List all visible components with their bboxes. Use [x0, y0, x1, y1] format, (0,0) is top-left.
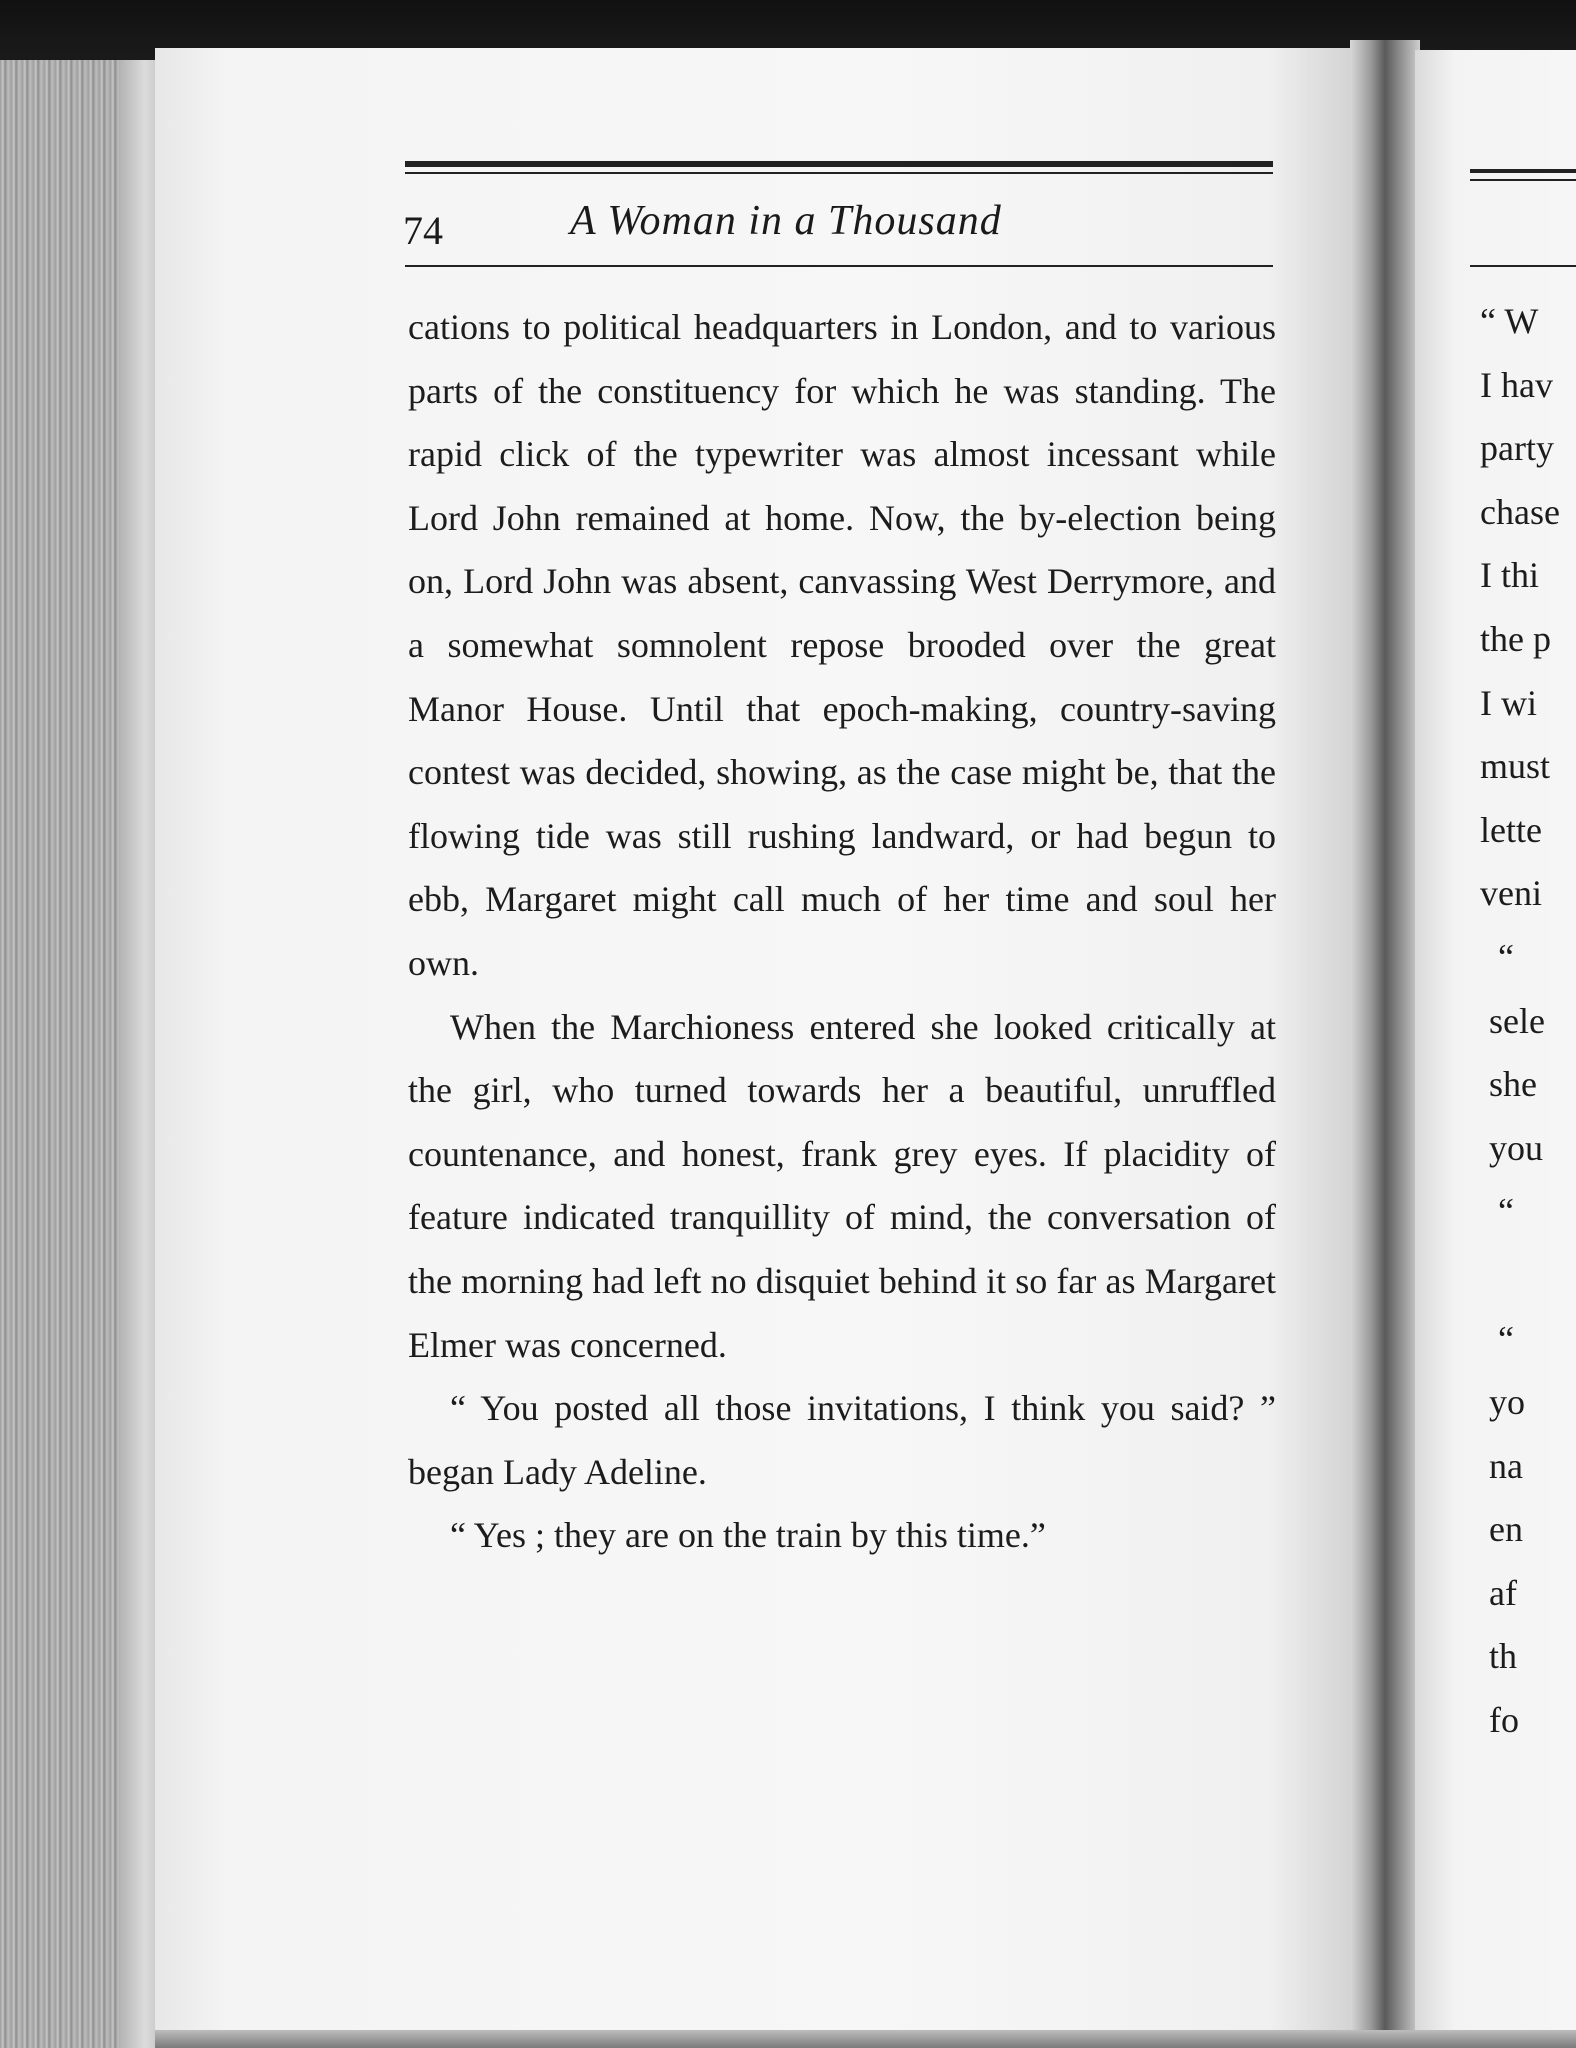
right-page-line: “	[1480, 1318, 1514, 1359]
right-page-line: you	[1480, 1127, 1543, 1168]
right-page-line: yo	[1480, 1382, 1525, 1423]
right-page-line: I wi	[1480, 682, 1537, 723]
right-page-line: “	[1480, 1191, 1514, 1232]
right-page-line: party	[1480, 428, 1554, 469]
right-page-line	[1480, 1244, 1576, 1308]
right-page-line: I thi	[1480, 555, 1539, 596]
book-gutter	[1350, 40, 1420, 2048]
right-page-line: chase	[1480, 491, 1560, 532]
right-page-line: “	[1480, 936, 1514, 977]
paragraph: “ Yes ; they are on the train by this time.”	[450, 1515, 1046, 1556]
right-page-line: sele	[1480, 1000, 1545, 1041]
page-number: 74	[403, 208, 443, 253]
header-rule-thin	[405, 172, 1273, 174]
right-page-text	[1480, 290, 1576, 1753]
right-page-line: veni	[1480, 873, 1542, 914]
page-bottom-edge	[155, 2030, 1576, 2048]
paragraph: When the Marchioness entered she looked critically at the girl, who turned towards her a beautiful, unruffled countenance, and honest, frank grey eyes. If placidity of feature indicated tranquillity of mind, the conversation of the morning had left no disquiet behind it so far as Margaret Elmer was concerned.	[408, 1006, 1276, 1365]
right-header-rule-thick	[1470, 169, 1576, 173]
right-page-line: en	[1480, 1509, 1523, 1550]
right-page-line: the p	[1480, 618, 1551, 659]
right-page-line: must	[1480, 746, 1551, 787]
right-page-line: th	[1480, 1636, 1518, 1677]
right-page-line: af	[1480, 1572, 1517, 1613]
header-rule-thick	[405, 161, 1273, 167]
right-page-line: fo	[1480, 1700, 1519, 1741]
right-page-line: na	[1480, 1445, 1523, 1486]
body-text	[408, 296, 1276, 1568]
right-header-rule-thin	[1470, 179, 1576, 181]
right-page-line: lette	[1480, 809, 1542, 850]
right-header-rule-bottom	[1470, 265, 1576, 267]
right-page-line: “ W	[1480, 301, 1539, 341]
right-page-line: she	[1480, 1064, 1537, 1105]
right-page-line: I hav	[1480, 364, 1553, 405]
running-head: A Woman in a Thousand	[570, 198, 1002, 244]
paragraph: cations to political headquarters in London, and to various parts of the constituency for which he was standing. The rapid click of the typewriter was almost incessant while Lord John remained at home. Now, the by-election being on, Lord John was absent, canvassing West Derrymore, and a somewhat somnolent repose brooded over the great Manor House. Until that epoch-making, country-saving contest was decided, showing, as the case might be, that the flowing tide was still rushing landward, or had begun to ebb, Margaret might call much of her time and soul her own.	[408, 307, 1276, 983]
header-rule-bottom	[405, 265, 1273, 267]
paragraph: “ You posted all those invitations, I think you said? ” began Lady Adeline.	[408, 1388, 1276, 1492]
